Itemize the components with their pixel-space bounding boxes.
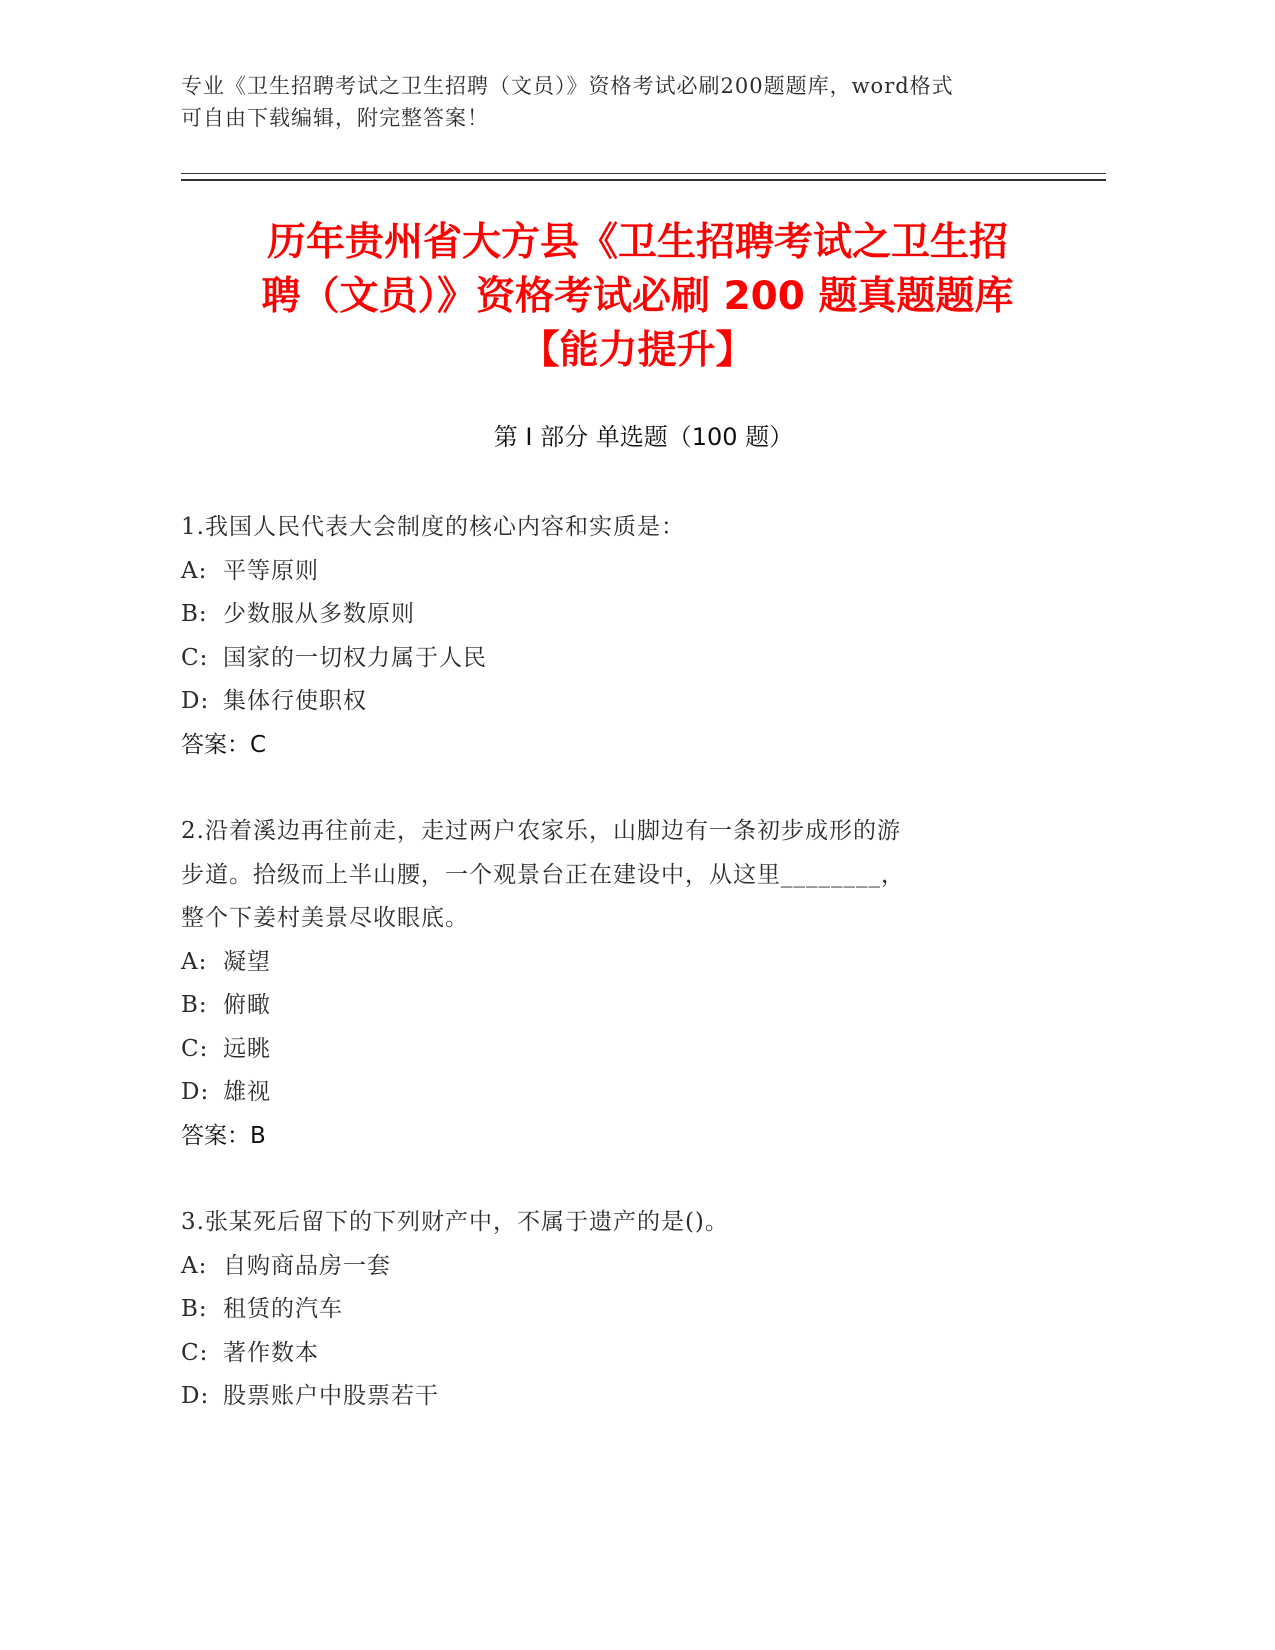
header-note — [181, 70, 1041, 134]
header-note-line: 专业《卫生招聘考试之卫生招聘（文员）》资格考试必刷200题题库，word格式 — [181, 74, 954, 98]
question-stem-line: 1.我国人民代表大会制度的核心内容和实质是： — [181, 514, 685, 540]
document-title-line: 历年贵州省大方县《卫生招聘考试之卫生招 — [266, 220, 1008, 265]
option-key: A: — [181, 557, 208, 584]
option-text: 自购商品房一套 — [223, 1252, 391, 1279]
question-item — [181, 810, 1041, 1158]
option-text: 远眺 — [223, 1035, 271, 1062]
option-text: 集体行使职权 — [223, 688, 367, 714]
question-stem-line: 整个下姜村美景尽收眼底。 — [181, 905, 469, 931]
option-key: C: — [181, 644, 209, 671]
header-note-line: 可自由下载编辑，附完整答案！ — [181, 106, 489, 130]
option-text: 雄视 — [223, 1079, 271, 1105]
document-title-line: 聘（文员）》资格考试必刷 200 题真题题库 — [261, 274, 1014, 319]
answer-key: 答案：C — [181, 731, 267, 758]
answer-option-d — [181, 1375, 1041, 1419]
question-stem — [181, 506, 1041, 550]
answer-option-d — [181, 680, 1041, 724]
answer-option-d — [181, 1071, 1041, 1115]
document-title-line: 【能力提升】 — [520, 328, 755, 373]
option-key: B: — [181, 992, 208, 1018]
answer-option-b — [181, 984, 1041, 1028]
option-text: 凝望 — [223, 948, 271, 975]
option-key: A: — [181, 1252, 208, 1279]
question-stem — [181, 810, 1041, 941]
option-text: 平等原则 — [223, 557, 319, 584]
option-text: 租赁的汽车 — [223, 1296, 343, 1322]
question-item — [181, 1201, 1041, 1419]
question-stem-line: 2.沿着溪边再往前走，走过两户农家乐，山脚边有一条初步成形的游 — [181, 818, 901, 844]
option-key: D: — [181, 1383, 210, 1409]
option-text: 少数服从多数原则 — [223, 601, 415, 627]
question-item — [181, 506, 1041, 767]
answer-key: 答案：B — [181, 1122, 266, 1149]
header-divider — [181, 173, 1106, 181]
option-key: A: — [181, 948, 208, 975]
answer-option-a — [181, 1245, 1041, 1289]
question-stem — [181, 1201, 1041, 1245]
option-key: B: — [181, 601, 208, 627]
option-key: D: — [181, 1079, 210, 1105]
answer-option-b — [181, 1288, 1041, 1332]
answer-option-c — [181, 1028, 1041, 1072]
option-text: 著作数本 — [223, 1339, 319, 1366]
answer-option-b — [181, 593, 1041, 637]
answer-option-a — [181, 941, 1041, 985]
option-key: D: — [181, 688, 210, 714]
option-text: 股票账户中股票若干 — [223, 1383, 439, 1409]
answer-option-a — [181, 550, 1041, 594]
answer-option-c — [181, 637, 1041, 681]
question-stem-line: 步道。拾级而上半山腰，一个观景台正在建设中，从这里________， — [181, 861, 905, 888]
answer-option-c — [181, 1332, 1041, 1376]
question-list — [181, 506, 1041, 1462]
question-stem-line: 3.张某死后留下的下列财产中，不属于遗产的是()。 — [181, 1209, 729, 1235]
option-key: C: — [181, 1339, 209, 1366]
option-text: 国家的一切权力属于人民 — [223, 644, 487, 671]
section-heading: 第 I 部分 单选题（100 题） — [493, 423, 794, 451]
option-text: 俯瞰 — [223, 992, 271, 1018]
option-key: C: — [181, 1035, 209, 1062]
option-key: B: — [181, 1296, 208, 1322]
document-title — [150, 216, 1125, 378]
